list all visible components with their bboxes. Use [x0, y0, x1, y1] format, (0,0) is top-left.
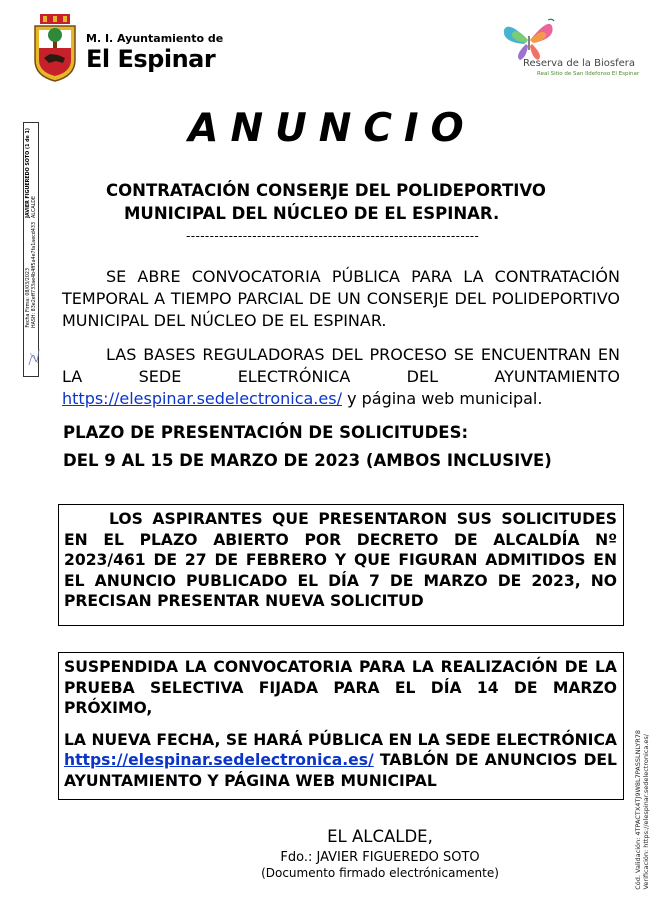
signature-date: Fecha Firma: 08/03/2023 — [26, 268, 31, 328]
new-date-paragraph — [64, 730, 617, 792]
biosphere-subtitle: Real Sitio de San Ildefonso El Espinar — [537, 71, 640, 77]
signer-note: (Documento firmado electrónicamente) — [261, 866, 499, 880]
signature-role: ALCALDE — [31, 195, 37, 218]
verification-url: Verificación: https://elespinar.sedelectronica.es/ — [642, 734, 650, 890]
paragraph-bases-text: LAS BASES REGULADORAS DEL PROCESO SE ENCUENTRAN EN LA SEDE ELECTRÓNICA DEL AYUNTAMIENTO — [62, 345, 620, 386]
new-date-text: LA NUEVA FECHA, SE HARÁ PÚBLICA EN LA SEDE ELECTRÓNICA — [64, 730, 617, 749]
signature-signer: JAVIER FIGUEREDO SOTO (1 de 1) — [26, 128, 31, 218]
municipal-shield-logo — [32, 14, 78, 82]
verification-code: Cód. Validación: 4TPACTX4TJ9W8L7PASSLNLYR78 — [634, 730, 642, 890]
paragraph-convocatoria — [62, 266, 620, 332]
heading-separator: -------------------------------------------------------------- — [186, 229, 480, 243]
biosphere-title: Reserva de la Biosfera — [523, 58, 635, 69]
signature-strip — [26, 128, 38, 368]
sede-electronica-link[interactable]: https://elespinar.sedelectronica.es/ — [62, 389, 342, 408]
suspension-text: SUSPENDIDA LA CONVOCATORIA PARA LA REALIZACIÓN DE LA PRUEBA SELECTIVA FIJADA PARA EL DÍA 14 DE MARZO PRÓXIMO, — [64, 658, 617, 717]
deadline-label: PLAZO DE PRESENTACIÓN DE SOLICITUDES: — [63, 423, 469, 442]
sede-electronica-link-box[interactable]: https://elespinar.sedelectronica.es/ — [64, 751, 374, 769]
notice-box-previous-applicants-text: LOS ASPIRANTES QUE PRESENTARON SUS SOLICITUDES EN EL PLAZO ABIERTO POR DECRETO DE ALCALDÍA Nº 2023/461 DE 27 DE FEBRERO Y QUE FIGURAN ADMITIDOS EN EL ANUNCIO PUBLICADO EL DÍA 7 DE MARZO DE 2023, NO PRECISAN PRESENTAR NUEVA SOLICITUD — [64, 510, 617, 610]
org-name-line1: M. I. Ayuntamiento de — [86, 32, 224, 45]
notice-box-previous-applicants — [58, 504, 624, 626]
paragraph-bases — [62, 344, 620, 410]
new-date-tail: TABLÓN DE ANUNCIOS DEL AYUNTAMIENTO Y PÁGINA WEB MUNICIPAL — [64, 751, 617, 790]
deadline-dates: DEL 9 AL 15 DE MARZO DE 2023 (AMBOS INCLUSIVE) — [63, 451, 552, 470]
notice-box-suspension — [58, 652, 624, 800]
document-title: ANUNCIO — [188, 106, 476, 151]
org-name-line2: El Espinar — [86, 45, 216, 73]
heading-line1: CONTRATACIÓN CONSERJE DEL POLIDEPORTIVO — [106, 181, 546, 200]
heading-line2: MUNICIPAL DEL NÚCLEO DE EL ESPINAR. — [124, 204, 500, 223]
signature-hash: HASH: 83e2eff733ae4b4ff5a4e7fa1aecd433 — [31, 221, 37, 328]
paragraph-convocatoria-text: SE ABRE CONVOCATORIA PÚBLICA PARA LA CONTRATACIÓN TEMPORAL A TIEMPO PARCIAL DE UN CONSERJE DEL POLIDEPORTIVO MUNICIPAL DEL NÚCLEO DE EL ESPINAR. — [62, 267, 620, 330]
signer-name: Fdo.: JAVIER FIGUEREDO SOTO — [280, 850, 480, 865]
signer-role: EL ALCALDE, — [327, 827, 433, 846]
signature-scribble-icon — [27, 345, 41, 369]
paragraph-bases-tail: y página web municipal. — [347, 389, 543, 408]
